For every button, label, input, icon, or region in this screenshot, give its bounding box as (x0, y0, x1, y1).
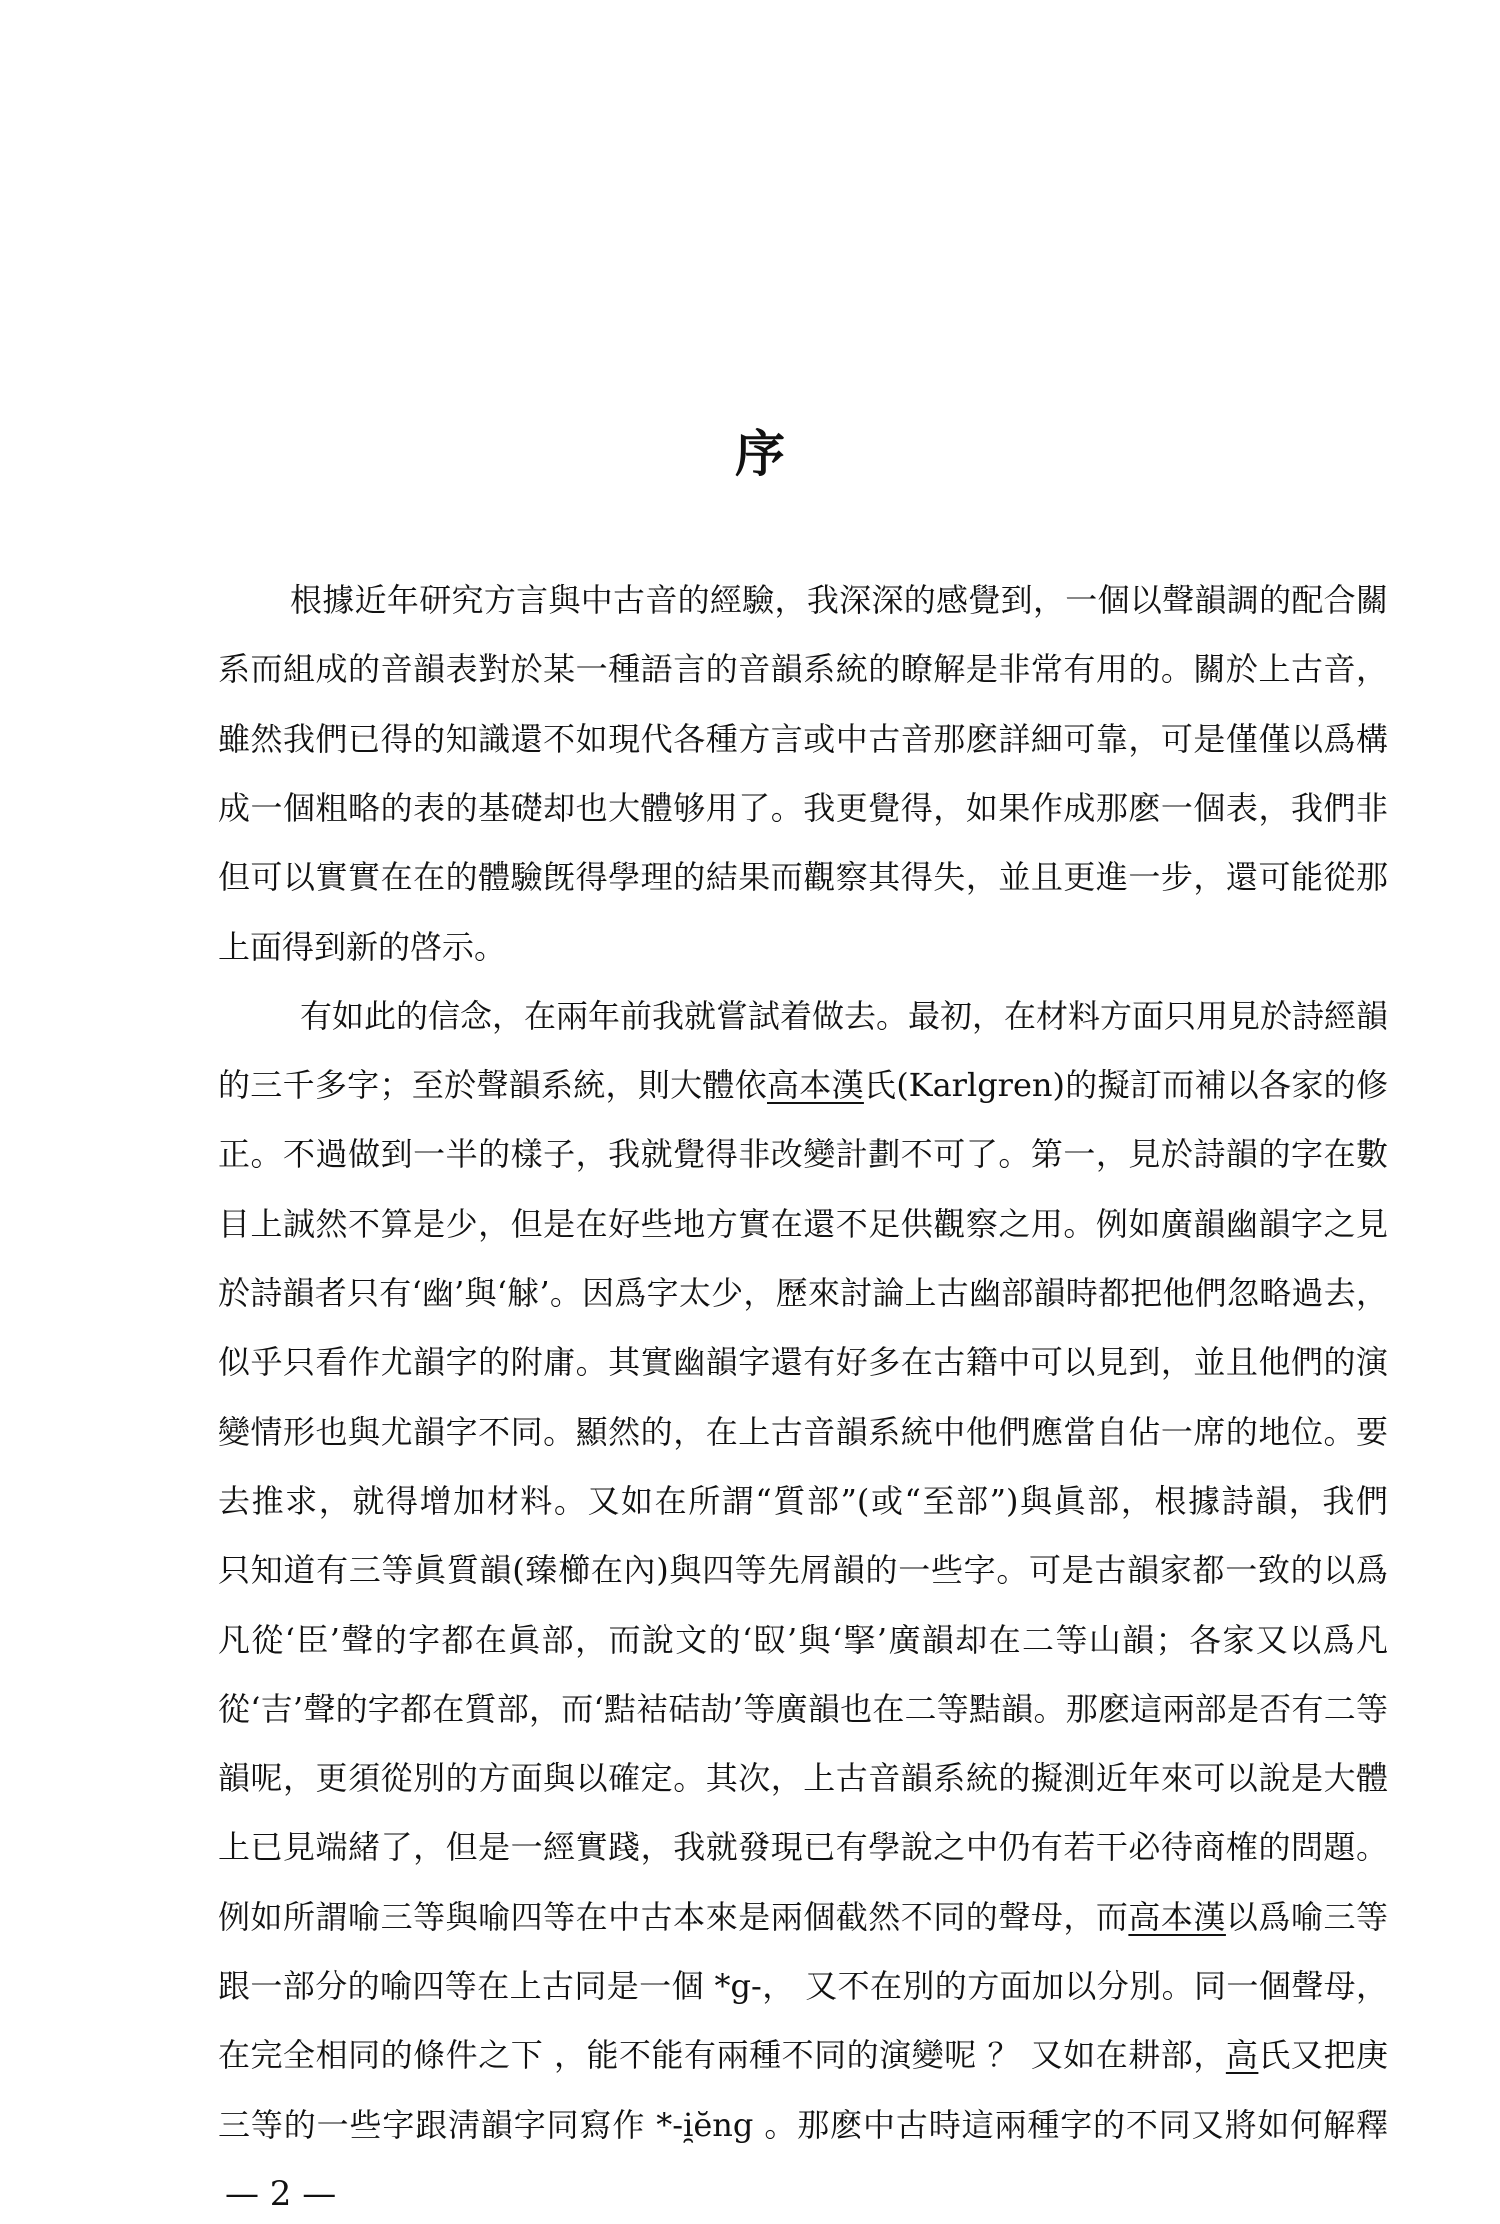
text-line (218, 2033, 1388, 2077)
text-line: 於詩韻者只有‘幽’與‘觩’。因爲字太少，歷來討論上古幽部韻時都把他們忽略過去， (218, 1274, 1388, 1312)
underlined-name: 高本漢 (767, 1066, 864, 1104)
text-segment: 以爲喻三等 (1225, 1898, 1388, 1936)
text-line: 但可以實實在在的體驗旣得學理的結果而觀察其得失，並且更進一步，還可能從那 (218, 858, 1388, 896)
text-line: 只知道有三等眞質韻(臻櫛在內)與四等先屑韻的一些字。可是古韻家都一致的以爲 (218, 1551, 1388, 1589)
underlined-name: 高本漢 (1128, 1898, 1226, 1936)
text-line: 從‘吉’聲的字都在質部，而‘黠袺硈劼’等廣韻也在二等黠韻。那麽這兩部是否有二等 (218, 1690, 1388, 1728)
underlined-name: 高 (1225, 2036, 1259, 2074)
text-segment: 氏(Karlgren)的擬訂而補以各家的修 (863, 1066, 1388, 1104)
text-line: 目上誠然不算是少，但是在好些地方實在還不足供觀察之用。例如廣韻幽韻字之見 (218, 1205, 1388, 1243)
text-line: 變情形也與尤韻字不同。顯然的，在上古音韻系統中他們應當自佔一席的地位。要 (218, 1413, 1388, 1451)
text-segment: 的三千多字；至於聲韻系統，則大體依 (218, 1066, 768, 1104)
page-title: 序 (735, 424, 785, 483)
text-line: 系而組成的音韻表對於某一種語言的音韻系統的瞭解是非常有用的。關於上古音， (218, 650, 1388, 688)
text-line: 根據近年研究方言與中古音的經驗，我深深的感覺到，一個以聲韻調的配合關 (290, 581, 1388, 619)
text-line (218, 1063, 1388, 1107)
text-segment: 在完全相同的條件之下 ，能不能有兩種不同的演變呢 ？ 又如在耕部， (218, 2036, 1226, 2074)
text-line: 上已見端緒了，但是一經實踐，我就發現已有學說之中仍有若干必待商榷的問題。 (218, 1828, 1388, 1866)
text-line: 上面得到新的啓示。 (218, 928, 507, 966)
text-line: 去推求，就得增加材料。又如在所謂“質部”(或“至部”)與眞部，根據詩韻，我們 (218, 1482, 1388, 1520)
text-line (218, 1895, 1388, 1939)
text-line: 凡從‘臣’聲的字都在眞部，而說文的‘臤’與‘掔’廣韻却在二等山韻；各家又以爲凡 (218, 1621, 1388, 1659)
text-line: 正。不過做到一半的樣子，我就覺得非改變計劃不可了。第一，見於詩韻的字在數 (218, 1135, 1388, 1173)
text-line: 雖然我們已得的知識還不如現代各種方言或中古音那麽詳細可靠，可是僅僅以爲構 (218, 720, 1388, 758)
text-line: 跟一部分的喻四等在上古同是一個 *g-， 又不在別的方面加以分別。同一個聲母， (218, 1967, 1388, 2005)
text-line: 似乎只看作尤韻字的附庸。其實幽韻字還有好多在古籍中可以見到，並且他們的演 (218, 1343, 1388, 1381)
text-line: 成一個粗略的表的基礎却也大體够用了。我更覺得，如果作成那麽一個表，我們非 (218, 789, 1388, 827)
text-line: 有如此的信念，在兩年前我就嘗試着做去。最初，在材料方面只用見於詩經韻 (300, 997, 1389, 1035)
text-line: 韻呢，更須從別的方面與以確定。其次，上古音韻系統的擬測近年來可以說是大體 (218, 1759, 1388, 1797)
text-line: 三等的一些字跟淸韻字同寫作 *-i̯ĕng 。那麽中古時這兩種字的不同又將如何解釋 (218, 2106, 1388, 2144)
text-segment: 例如所謂喻三等與喻四等在中古本來是兩個截然不同的聲母，而 (218, 1898, 1129, 1936)
page-number: — 2 — (225, 2174, 337, 2214)
text-segment: 氏又把庚 (1258, 2036, 1388, 2074)
